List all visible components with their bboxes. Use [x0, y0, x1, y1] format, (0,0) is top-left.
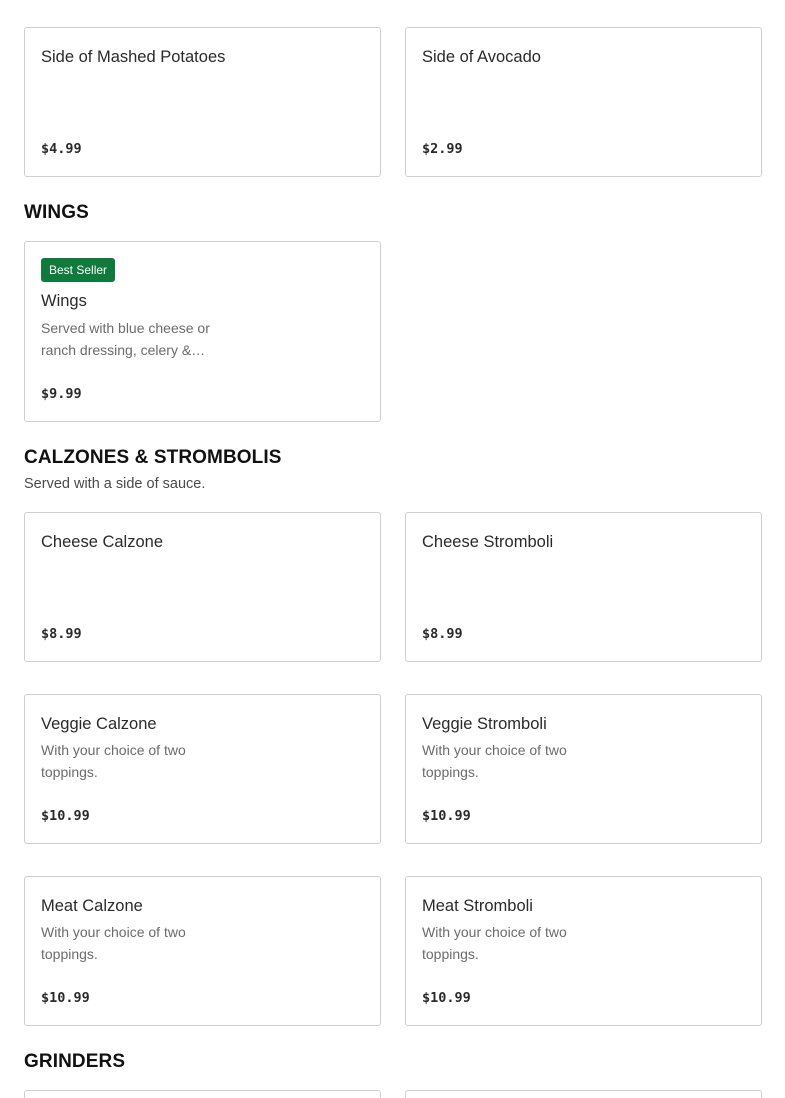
item-price: $9.99 — [41, 386, 82, 402]
section-heading-grinders: GRINDERS — [24, 1051, 126, 1072]
item-price: $8.99 — [41, 626, 82, 642]
item-price: $10.99 — [41, 990, 90, 1006]
menu-item-card[interactable] — [24, 512, 381, 662]
menu-item-card[interactable] — [405, 876, 762, 1026]
item-price: $10.99 — [41, 808, 90, 824]
menu-item-card[interactable] — [24, 27, 381, 177]
item-title: Veggie Stromboli — [422, 715, 547, 733]
menu-item-card[interactable] — [24, 241, 381, 422]
best-seller-badge: Best Seller — [41, 258, 115, 282]
item-price: $8.99 — [422, 626, 463, 642]
menu-item-card[interactable] — [405, 512, 762, 662]
menu-item-card[interactable] — [405, 27, 762, 177]
section-heading-calzones: CALZONES & STROMBOLIS — [24, 447, 282, 468]
item-description: With your choice of two toppings. — [422, 924, 567, 962]
item-title: Side of Mashed Potatoes — [41, 48, 226, 66]
menu-item-card[interactable] — [24, 694, 381, 844]
item-title: Side of Avocado — [422, 48, 541, 66]
menu-item-card[interactable] — [24, 876, 381, 1026]
menu-item-card[interactable] — [24, 1090, 381, 1098]
item-description: With your choice of two toppings. — [422, 742, 567, 780]
item-description: With your choice of two toppings. — [41, 742, 186, 780]
item-description: Served with blue cheese or ranch dressing, celery &… — [41, 320, 210, 358]
item-title: Cheese Stromboli — [422, 533, 554, 551]
menu-item-card[interactable] — [405, 694, 762, 844]
item-description: With your choice of two toppings. — [41, 924, 186, 962]
item-title: Meat Stromboli — [422, 897, 533, 915]
section-heading-wings: WINGS — [24, 202, 89, 223]
item-title: Wings — [41, 292, 87, 310]
section-subtitle: Served with a side of sauce. — [24, 476, 206, 492]
item-title: Meat Calzone — [41, 897, 143, 915]
item-price: $10.99 — [422, 808, 471, 824]
item-price: $2.99 — [422, 141, 463, 157]
item-title: Cheese Calzone — [41, 533, 163, 551]
item-title: Veggie Calzone — [41, 715, 157, 733]
item-price: $10.99 — [422, 990, 471, 1006]
item-price: $4.99 — [41, 141, 82, 157]
menu-item-card[interactable] — [405, 1090, 762, 1098]
